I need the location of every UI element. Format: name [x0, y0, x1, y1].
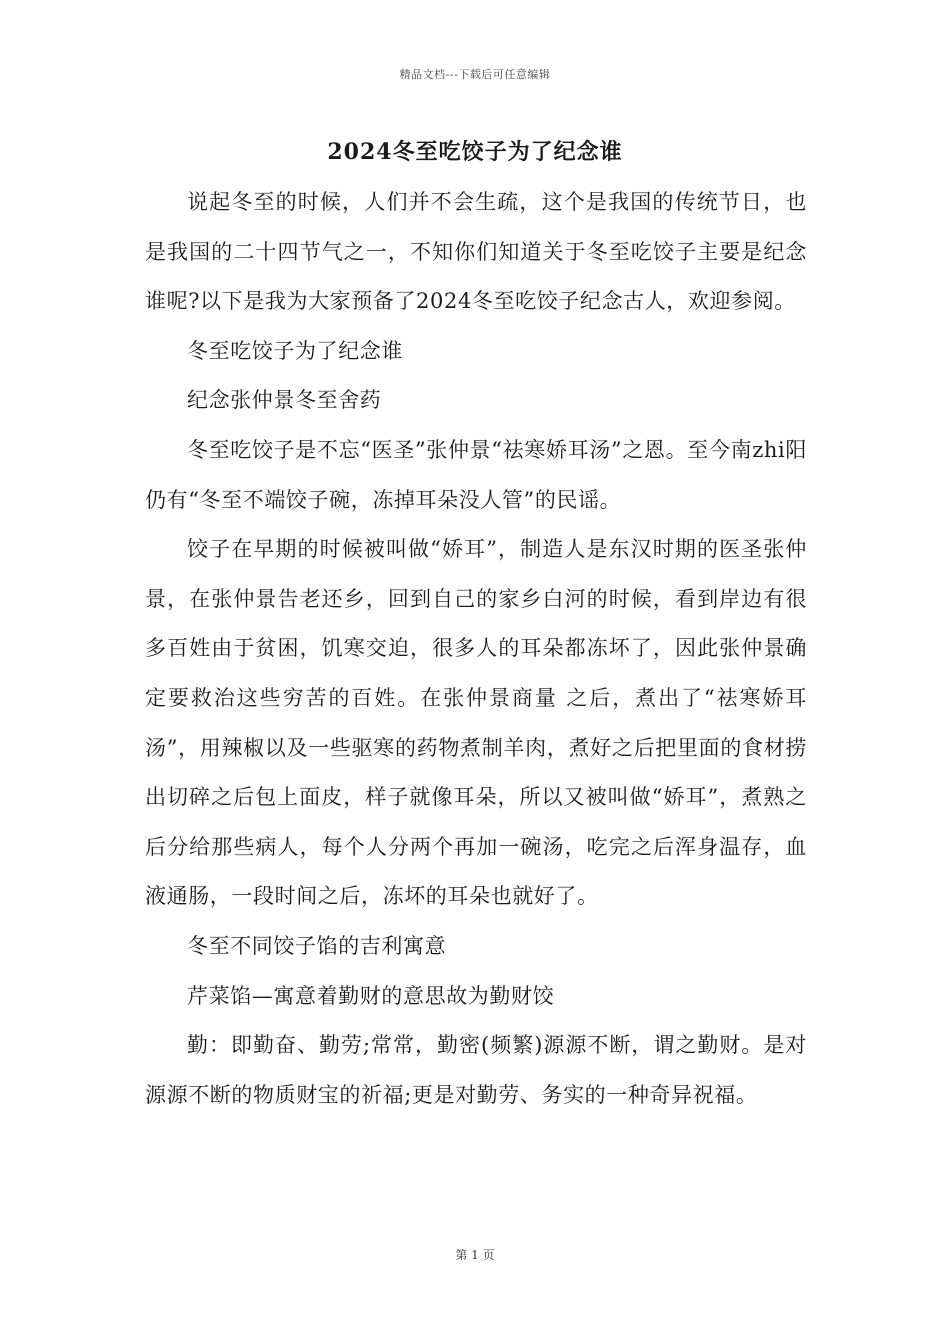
section-heading-fillings: 冬至不同饺子馅的吉利寓意 — [187, 933, 447, 958]
subheading-celery-filling: 芹菜馅—寓意着勤财的意思故为勤财饺 — [187, 983, 555, 1008]
document-body — [145, 178, 807, 1120]
subheading-zhang-zhongjing: 纪念张仲景冬至舍药 — [187, 388, 382, 413]
page-number: 第 1 页 — [455, 1248, 495, 1262]
paragraph-story: 饺子在早期的时候被叫做“娇耳”，制造人是东汉时期的医圣张仲景，在张仲景告老还乡，回到自己的家乡白河的时候，看到岸边有很多百姓由于贫困，饥寒交迫，很多人的耳朵都冻坏了，因此张仲景确定要救治这些穷苦的百姓。在张仲景商量 之后，煮出了“祛寒娇耳汤”，用辣椒以及一些驱寒的药物煮制羊肉，煮好之后把里面的食材捞出切碎之后包上面皮，样子就像耳朵，所以又被叫做“娇耳”，煮熟之后分给那些病人，每个人分两个再加一碗汤，吃完之后浑身温存，血液通肠，一段时间之后，冻坏的耳朵也就好了。 — [145, 537, 807, 909]
document-title: 2024冬至吃饺子为了纪念谁 — [327, 139, 623, 165]
paragraph-intro: 说起冬至的时候，人们并不会生疏，这个是我国的传统节日，也是我国的二十四节气之一，不知你们知道关于冬至吃饺子主要是纪念谁呢?以下是我为大家预备了2024冬至吃饺子纪念古人，欢迎参阅。 — [145, 190, 807, 314]
section-heading-who: 冬至吃饺子为了纪念谁 — [187, 338, 403, 363]
paragraph-ballad: 冬至吃饺子是不忘“医圣”张仲景“祛寒娇耳汤”之恩。至今南zhi阳仍有“冬至不端饺子碗，冻掉耳朵没人管”的民谣。 — [145, 437, 807, 512]
page-header: 精品文档---下载后可任意编辑 — [399, 68, 551, 81]
paragraph-diligence: 勤：即勤奋、勤劳;常常，勤密(频繁)源源不断，谓之勤财。是对源源不断的物质财宝的祈福;更是对勤劳、务实的一种奇异祝福。 — [145, 1033, 807, 1107]
